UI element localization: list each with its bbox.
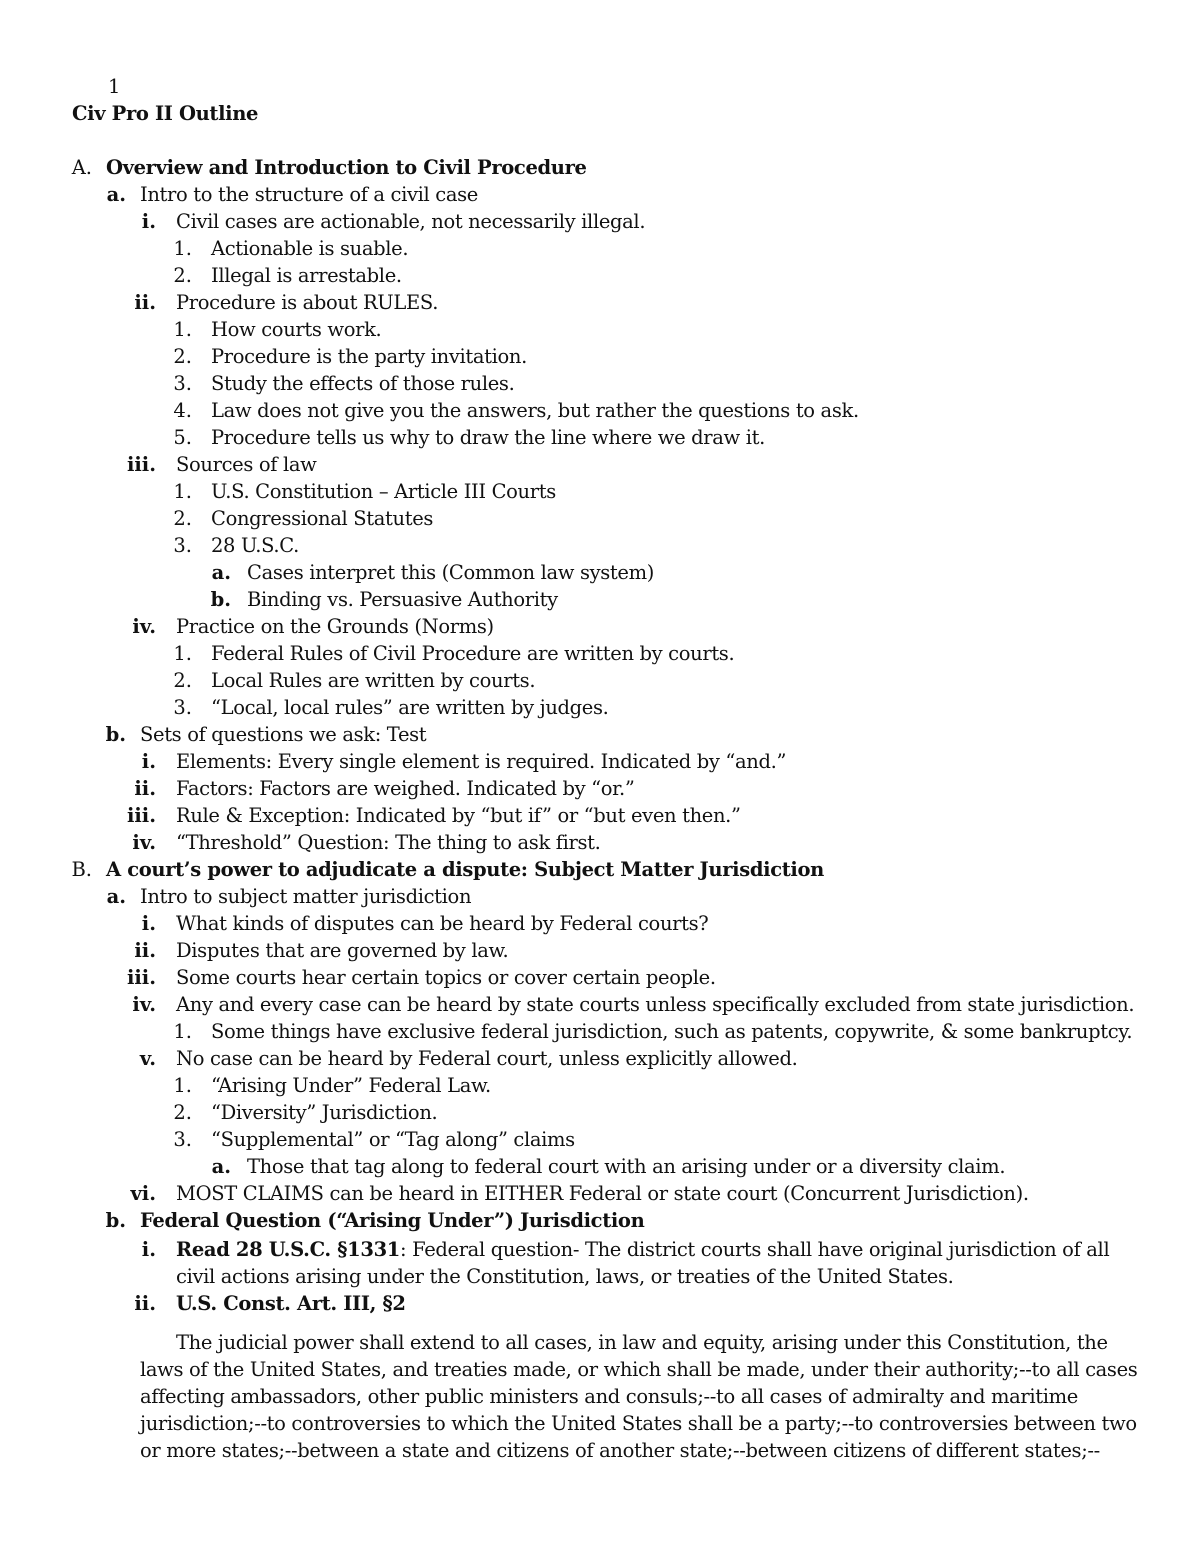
outline-item-level-1: Intro to the structure of a civil case bbox=[140, 183, 478, 206]
quote-line: affecting ambassadors, other public ministers and consuls;--to all cases of admiralty and maritime bbox=[140, 1385, 1078, 1408]
outline-item-level-0: Overview and Introduction to Civil Procedure bbox=[106, 156, 587, 179]
outline-item-level-3: “Local, local rules” are written by judges. bbox=[211, 696, 609, 719]
outline-item-level-3: “Arising Under” Federal Law. bbox=[211, 1074, 491, 1097]
outline-marker: 2. bbox=[173, 345, 192, 368]
outline-marker: 1. bbox=[173, 1020, 192, 1043]
outline-item-level-3: U.S. Constitution – Article III Courts bbox=[211, 480, 556, 503]
outline-item-level-3: Some things have exclusive federal jurisdiction, such as patents, copywrite, & some bankruptcy. bbox=[211, 1020, 1133, 1043]
outline-item-level-0: A court’s power to adjudicate a dispute: Subject Matter Jurisdiction bbox=[106, 858, 824, 881]
outline-item-level-2: “Threshold” Question: The thing to ask first. bbox=[176, 831, 601, 854]
outline-marker: ii. bbox=[134, 1292, 156, 1315]
outline-marker: 3. bbox=[173, 372, 192, 395]
outline-marker: 1. bbox=[173, 318, 192, 341]
outline-marker: iii. bbox=[126, 453, 156, 476]
outline-marker: a. bbox=[106, 885, 126, 908]
document-title: Civ Pro II Outline bbox=[72, 102, 259, 125]
outline-item-level-3: Local Rules are written by courts. bbox=[211, 669, 536, 692]
outline-marker: i. bbox=[141, 750, 156, 773]
outline-item-level-2: No case can be heard by Federal court, unless explicitly allowed. bbox=[176, 1047, 798, 1070]
outline-marker: i. bbox=[141, 1238, 156, 1261]
outline-marker: 1. bbox=[173, 642, 192, 665]
statute-text: : Federal question- The district courts shall have original jurisdiction of all bbox=[400, 1238, 1110, 1261]
outline-marker: b. bbox=[105, 1209, 126, 1232]
outline-item-level-3: Actionable is suable. bbox=[211, 237, 409, 260]
outline-marker: v. bbox=[139, 1047, 156, 1070]
quote-line: The judicial power shall extend to all cases, in law and equity, arising under this Constitution, the bbox=[176, 1331, 1108, 1354]
outline-item-level-4: Cases interpret this (Common law system) bbox=[247, 561, 655, 584]
outline-marker: 1. bbox=[173, 237, 192, 260]
outline-item-level-3: 28 U.S.C. bbox=[211, 534, 299, 557]
outline-marker: iii. bbox=[126, 804, 156, 827]
quote-line: jurisdiction;--to controversies to which the United States shall be a party;--to controversies between two bbox=[140, 1412, 1137, 1435]
outline-item-level-2: MOST CLAIMS can be heard in EITHER Federal or state court (Concurrent Jurisdiction). bbox=[176, 1182, 1029, 1205]
outline-marker: vi. bbox=[130, 1182, 156, 1205]
outline-marker: 1. bbox=[173, 1074, 192, 1097]
outline-item-level-2: Rule & Exception: Indicated by “but if” or “but even then.” bbox=[176, 804, 741, 827]
outline-item-level-1: Federal Question (“Arising Under”) Jurisdiction bbox=[140, 1209, 645, 1232]
outline-item-level-3: Procedure is the party invitation. bbox=[211, 345, 527, 368]
outline-item-level-3: How courts work. bbox=[211, 318, 382, 341]
outline-marker: i. bbox=[141, 912, 156, 935]
outline-marker: 3. bbox=[173, 1128, 192, 1151]
outline-marker: ii. bbox=[134, 939, 156, 962]
outline-marker: 2. bbox=[173, 264, 192, 287]
outline-item-level-2: What kinds of disputes can be heard by Federal courts? bbox=[176, 912, 709, 935]
outline-item-level-2: Factors: Factors are weighed. Indicated by “or.” bbox=[176, 777, 635, 800]
constitution-citation: U.S. Const. Art. III, §2 bbox=[176, 1292, 406, 1315]
outline-item-level-3: “Supplemental” or “Tag along” claims bbox=[211, 1128, 575, 1151]
outline-marker: 2. bbox=[173, 1101, 192, 1124]
outline-item-level-3: Federal Rules of Civil Procedure are written by courts. bbox=[211, 642, 735, 665]
outline-item-level-3: Procedure tells us why to draw the line where we draw it. bbox=[211, 426, 765, 449]
outline-item-level-2: Sources of law bbox=[176, 453, 317, 476]
outline-marker: a. bbox=[106, 183, 126, 206]
outline-marker: A. bbox=[71, 156, 92, 179]
quote-line: or more states;--between a state and citizens of another state;--between citizens of different states;-- bbox=[140, 1439, 1100, 1462]
outline-item-level-3: Study the effects of those rules. bbox=[211, 372, 515, 395]
outline-item-level-2: Practice on the Grounds (Norms) bbox=[176, 615, 494, 638]
outline-marker: b. bbox=[210, 588, 231, 611]
outline-marker: 2. bbox=[173, 507, 192, 530]
outline-marker: 1. bbox=[173, 480, 192, 503]
outline-marker: a. bbox=[211, 1155, 231, 1178]
page-number: 1 bbox=[108, 75, 121, 98]
outline-item-level-1: Intro to subject matter jurisdiction bbox=[140, 885, 472, 908]
outline-marker: 3. bbox=[173, 696, 192, 719]
outline-item-level-4: Those that tag along to federal court with an arising under or a diversity claim. bbox=[247, 1155, 1006, 1178]
statute-item bbox=[176, 1236, 1109, 1263]
quote-line: laws of the United States, and treaties made, or which shall be made, under their authority;--to all cases bbox=[140, 1358, 1138, 1381]
outline-item-level-2: Procedure is about RULES. bbox=[176, 291, 439, 314]
outline-marker: b. bbox=[105, 723, 126, 746]
outline-item-level-3: Law does not give you the answers, but rather the questions to ask. bbox=[211, 399, 859, 422]
statute-citation: Read 28 U.S.C. §1331 bbox=[176, 1238, 401, 1261]
outline-item-level-2: Disputes that are governed by law. bbox=[176, 939, 509, 962]
outline-item-level-3: Illegal is arrestable. bbox=[211, 264, 402, 287]
outline-marker: ii. bbox=[134, 291, 156, 314]
outline-marker: a. bbox=[211, 561, 231, 584]
outline-marker: 5. bbox=[173, 426, 192, 449]
outline-marker: i. bbox=[141, 210, 156, 233]
outline-item-level-3: Congressional Statutes bbox=[211, 507, 434, 530]
outline-item-level-2: Any and every case can be heard by state courts unless specifically excluded from state jurisdiction. bbox=[176, 993, 1135, 1016]
outline-marker: iv. bbox=[132, 615, 156, 638]
constitution-quote bbox=[140, 1329, 1138, 1464]
outline-marker: 4. bbox=[173, 399, 192, 422]
outline-marker: iii. bbox=[126, 966, 156, 989]
outline-item-level-2: Some courts hear certain topics or cover certain people. bbox=[176, 966, 716, 989]
outline-marker: 2. bbox=[173, 669, 192, 692]
outline-marker: 3. bbox=[173, 534, 192, 557]
outline-marker: ii. bbox=[134, 777, 156, 800]
outline-item-level-2: Civil cases are actionable, not necessarily illegal. bbox=[176, 210, 646, 233]
outline-item-level-2: Elements: Every single element is required. Indicated by “and.” bbox=[176, 750, 787, 773]
outline-item-level-3: “Diversity” Jurisdiction. bbox=[211, 1101, 438, 1124]
outline-marker: B. bbox=[71, 858, 92, 881]
outline-marker: iv. bbox=[132, 993, 156, 1016]
outline-item-level-4: Binding vs. Persuasive Authority bbox=[247, 588, 558, 611]
outline-item-level-1: Sets of questions we ask: Test bbox=[140, 723, 427, 746]
outline-marker: iv. bbox=[132, 831, 156, 854]
statute-text-continued: civil actions arising under the Constitution, laws, or treaties of the United States. bbox=[176, 1265, 954, 1288]
